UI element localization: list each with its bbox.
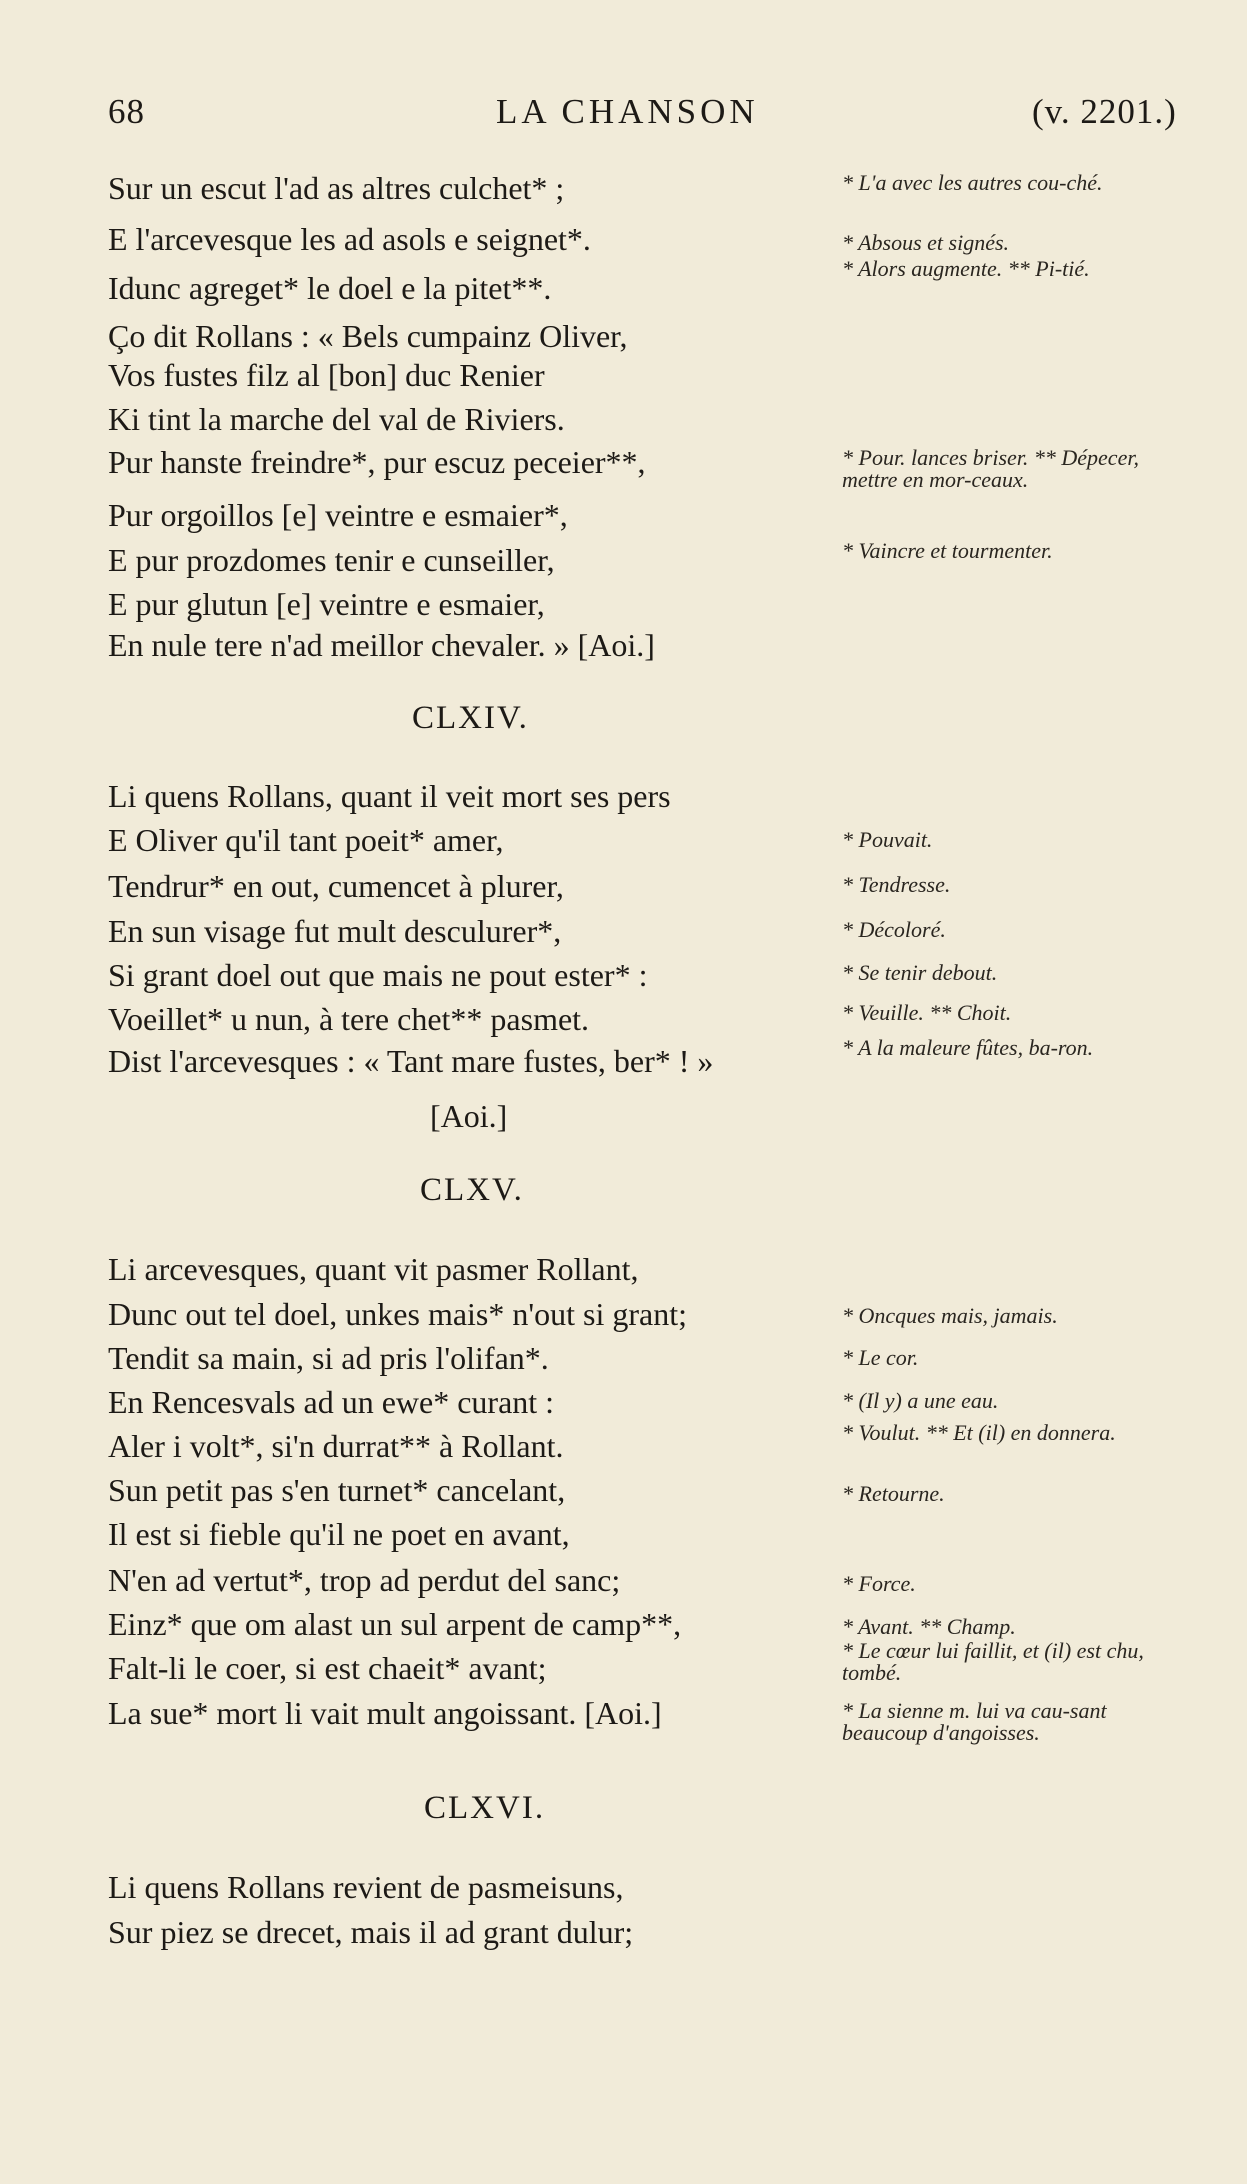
verse-line: Vos fustes filz al [bon] duc Renier — [108, 357, 545, 393]
verse-line: E l'arcevesque les ad asols e seignet*. — [108, 221, 591, 257]
verse-line: N'en ad vertut*, trop ad perdut del sanc; — [108, 1562, 621, 1598]
verse-line: Tendrur* en out, cumencet à plurer, — [108, 868, 564, 904]
verse-line: Sur piez se drecet, mais il ad grant dulur; — [108, 1914, 634, 1950]
refrain-marker: [Aoi.] — [430, 1098, 508, 1134]
footnote: * Le cœur lui faillit, et (il) est chu, tombé. — [842, 1638, 1144, 1685]
footnote: * (Il y) a une eau. — [842, 1388, 999, 1413]
verse-line: En Rencesvals ad un ewe* curant : — [108, 1384, 555, 1420]
verse-line: Idunc agreget* le doel e la pitet**. — [108, 270, 552, 306]
running-title: LA CHANSON — [496, 92, 759, 131]
stanza-heading: CLXV. — [420, 1172, 524, 1208]
footnote: * Voulut. ** Et (il) en donnera. — [842, 1420, 1116, 1445]
footnote: * Tendresse. — [842, 872, 951, 897]
verse-line: Falt-li le coer, si est chaeit* avant; — [108, 1650, 547, 1686]
verse-line: E pur prozdomes tenir e cunseiller, — [108, 542, 555, 578]
verse-line: Li quens Rollans revient de pasmeisuns, — [108, 1869, 624, 1905]
verse-line: Ki tint la marche del val de Riviers. — [108, 401, 565, 437]
verse-line: E Oliver qu'il tant poeit* amer, — [108, 822, 504, 858]
verse-line: Li arcevesques, quant vit pasmer Rollant, — [108, 1251, 639, 1287]
footnote: * Pouvait. — [842, 827, 933, 852]
footnote: * Avant. ** Champ. — [842, 1614, 1016, 1639]
verse-line: Dist l'arcevesques : « Tant mare fustes, ber* ! » — [108, 1043, 714, 1079]
footnote: * Alors augmente. ** Pi-tié. — [842, 256, 1090, 281]
verse-line: La sue* mort li vait mult angoissant. [Aoi.] — [108, 1695, 662, 1731]
verse-line: Pur hanste freindre*, pur escuz peceier**, — [108, 444, 646, 480]
footnote: * A la maleure fûtes, ba-ron. — [842, 1035, 1094, 1060]
footnote: * Oncques mais, jamais. — [842, 1303, 1058, 1328]
verse-line: En sun visage fut mult desculurer*, — [108, 913, 562, 949]
page-number: 68 — [108, 92, 145, 131]
footnote: * Veuille. ** Choit. — [842, 1000, 1012, 1025]
stanza-heading: CLXVI. — [424, 1790, 546, 1826]
footnote: * Force. — [842, 1571, 916, 1596]
verse-line: Einz* que om alast un sul arpent de camp**, — [108, 1606, 682, 1642]
verse-line: Voeillet* u nun, à tere chet** pasmet. — [108, 1001, 590, 1037]
footnote: * Se tenir debout. — [842, 960, 998, 985]
verse-line: Sun petit pas s'en turnet* cancelant, — [108, 1472, 566, 1508]
verse-line: Sur un escut l'ad as altres culchet* ; — [108, 170, 565, 206]
verse-line: Ço dit Rollans : « Bels cumpainz Oliver, — [108, 318, 628, 354]
verse-line: Li quens Rollans, quant il veit mort ses pers — [108, 778, 671, 814]
verse-line: Aler i volt*, si'n durrat** à Rollant. — [108, 1428, 564, 1464]
verse-reference: (v. 2201.) — [1032, 92, 1177, 131]
verse-line: Si grant doel out que mais ne pout ester* : — [108, 957, 648, 993]
footnote: * Pour. lances briser. ** Dépecer, mettre en mor-ceaux. — [842, 445, 1139, 492]
footnote: * Le cor. — [842, 1345, 919, 1370]
footnote: * La sienne m. lui va cau-sant beaucoup d'angoisses. — [842, 1698, 1107, 1745]
footnote: * Décoloré. — [842, 917, 946, 942]
footnote: * L'a avec les autres cou-ché. — [842, 170, 1103, 195]
footnote: * Retourne. — [842, 1481, 945, 1506]
verse-line: Dunc out tel doel, unkes mais* n'out si grant; — [108, 1296, 688, 1332]
verse-line: En nule tere n'ad meillor chevaler. » [Aoi.] — [108, 627, 655, 663]
verse-line: Tendit sa main, si ad pris l'olifan*. — [108, 1340, 549, 1376]
verse-line: Il est si fieble qu'il ne poet en avant, — [108, 1516, 570, 1552]
verse-line: E pur glutun [e] veintre e esmaier, — [108, 586, 545, 622]
verse-line: Pur orgoillos [e] veintre e esmaier*, — [108, 497, 568, 533]
footnote: * Absous et signés. — [842, 230, 1010, 255]
footnote: * Vaincre et tourmenter. — [842, 538, 1053, 563]
stanza-heading: CLXIV. — [412, 700, 529, 736]
